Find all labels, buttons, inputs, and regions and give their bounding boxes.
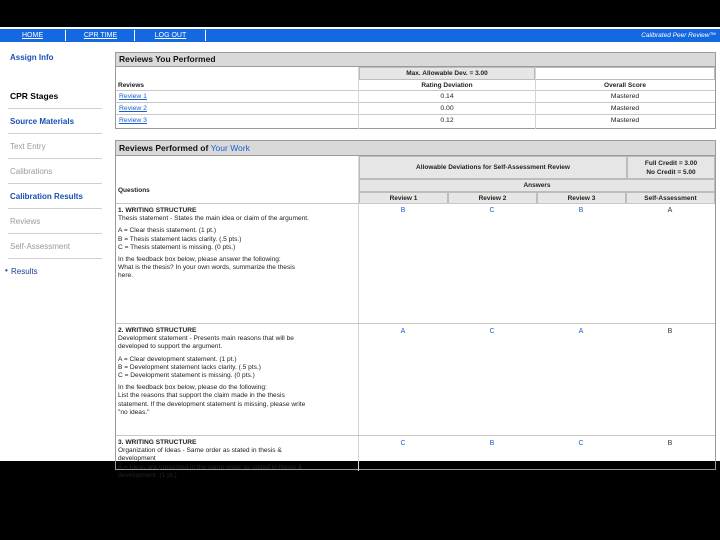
- review-1-score: Mastered: [610, 93, 640, 100]
- reviews-performed-title: Reviews You Performed: [116, 53, 715, 67]
- top-nav: [0, 29, 720, 42]
- q1-line: here.: [118, 272, 134, 280]
- q1-line: A = Clear thesis statement. (1 pt.): [118, 227, 217, 235]
- row-divider: [116, 102, 715, 103]
- results-bullet: •: [5, 266, 8, 275]
- sidebar-stages-heading: CPR Stages: [10, 91, 59, 101]
- reviews-of-work-title: [116, 141, 715, 156]
- reviews-performed-panel: [115, 52, 716, 129]
- sidebar-item-text-entry: Text Entry: [10, 142, 46, 151]
- col-rating-deviation: Rating Deviation: [421, 82, 473, 89]
- sidebar-item-source-materials[interactable]: Source Materials: [10, 117, 75, 126]
- review-2-score: Mastered: [610, 105, 640, 112]
- nav-cpr-time[interactable]: CPR TIME: [67, 30, 135, 41]
- q1-line: Thesis statement - States the main idea or claim of the argument.: [118, 215, 309, 223]
- col-divider: [535, 67, 536, 129]
- nav-brand: Calibrated Peer Review™: [641, 32, 716, 39]
- sidebar-divider: [8, 133, 102, 134]
- q2-review-2-answer[interactable]: C: [489, 328, 495, 335]
- col-review-2: Review 2: [448, 192, 537, 204]
- sidebar-item-calibrations: Calibrations: [10, 167, 53, 176]
- q2-review-3-answer[interactable]: A: [578, 328, 584, 335]
- sidebar-divider: [8, 108, 102, 109]
- question-2: [118, 327, 356, 417]
- review-3-score: Mastered: [610, 117, 640, 124]
- max-dev-header: Max. Allowable Dev. = 3.00: [359, 67, 535, 80]
- q2-line: "no ideas.": [118, 408, 150, 416]
- col-divider: [358, 67, 359, 129]
- sidebar-item-calibration-results[interactable]: Calibration Results: [10, 192, 83, 201]
- review-2-deviation: 0.00: [440, 105, 454, 112]
- q1-line: What is the thesis? In your own words, summarize the thesis: [118, 264, 296, 272]
- page: [0, 27, 720, 479]
- q3-line: A = Ideas are presented in the same order as stated in thesis &: [118, 463, 303, 471]
- col-reviews: Reviews: [118, 82, 145, 89]
- row-divider: [116, 435, 715, 436]
- q3-line: development. (1 pt.): [118, 471, 177, 479]
- reviews-of-work-panel: [115, 140, 716, 479]
- sidebar-item-reviews: Reviews: [10, 217, 41, 226]
- q3-review-2-answer[interactable]: B: [489, 440, 495, 447]
- sidebar-item-self-assessment: Self-Assessment: [10, 242, 71, 251]
- q3-review-1-answer[interactable]: C: [400, 440, 406, 447]
- sidebar-item-results[interactable]: Results: [11, 267, 38, 276]
- sidebar-divider: [8, 158, 102, 159]
- q1-line: 1. WRITING STRUCTURE: [118, 207, 197, 214]
- q2-line: B = Development statement lacks clarity. (.5 pts.): [118, 363, 261, 371]
- q2-line: Development statement - Presents main reasons that will be: [118, 335, 294, 343]
- q2-line: List the reasons that support the claim made in the thesis: [118, 392, 285, 400]
- review-3-link[interactable]: Review 3: [119, 117, 147, 124]
- answers-header: Answers: [359, 179, 715, 192]
- row-divider: [116, 90, 715, 91]
- row-divider: [116, 114, 715, 115]
- q2-line: developed to support the argument.: [118, 343, 223, 351]
- q1-review-1-answer[interactable]: B: [400, 207, 406, 214]
- q2-review-1-answer[interactable]: A: [400, 328, 406, 335]
- header-spacer: [535, 67, 715, 80]
- q1-review-2-answer[interactable]: C: [489, 207, 495, 214]
- full-credit: Full Credit = 3.00: [644, 160, 698, 167]
- nav-home[interactable]: HOME: [0, 30, 66, 41]
- col-divider: [358, 156, 359, 471]
- q3-line: Organization of Ideas - Same order as stated in thesis &: [118, 447, 282, 455]
- q2-line: 2. WRITING STRUCTURE: [118, 327, 197, 334]
- q3-line: development: [118, 455, 156, 463]
- q3-review-3-answer[interactable]: C: [578, 440, 584, 447]
- sidebar-divider: [8, 208, 102, 209]
- q1-line: C = Thesis statement is missing. (0 pts.): [118, 243, 236, 251]
- col-self-assessment: Self-Assessment: [626, 192, 715, 204]
- q2-line: A = Clear development statement. (1 pt.): [118, 355, 237, 363]
- no-credit: No Credit = 5.00: [646, 169, 696, 176]
- q2-self-answer: B: [667, 328, 673, 335]
- reviews-of-work-title-prefix: Reviews Performed of: [119, 143, 209, 153]
- sidebar-item-assign-info[interactable]: Assign Info: [10, 53, 54, 62]
- q3-line: 3. WRITING STRUCTURE: [118, 439, 197, 446]
- review-2-link[interactable]: Review 2: [119, 105, 147, 112]
- col-review-3: Review 3: [537, 192, 626, 204]
- your-work-link[interactable]: Your Work: [210, 143, 250, 153]
- q2-line: C = Development statement is missing. (0 pts.): [118, 372, 255, 380]
- q3-self-answer: B: [667, 440, 673, 447]
- sidebar-divider: [8, 183, 102, 184]
- credit-header: [627, 156, 715, 179]
- row-divider: [116, 203, 715, 204]
- allowable-deviations-header: Allowable Deviations for Self-Assessment Review: [359, 156, 627, 179]
- row-divider: [116, 323, 715, 324]
- sidebar-divider: [8, 233, 102, 234]
- sidebar-divider: [8, 258, 102, 259]
- review-3-deviation: 0.12: [440, 117, 454, 124]
- nav-logout[interactable]: LOG OUT: [136, 30, 206, 41]
- q1-line: In the feedback box below, please answer the following:: [118, 256, 281, 264]
- review-1-link[interactable]: Review 1: [119, 93, 147, 100]
- q2-line: statement. If the development statement is missing, please write: [118, 400, 306, 408]
- question-3: [118, 439, 356, 480]
- col-overall-score: Overall Score: [604, 82, 646, 89]
- q1-self-answer: A: [667, 207, 673, 214]
- review-1-deviation: 0.14: [440, 93, 454, 100]
- col-review-1: Review 1: [359, 192, 448, 204]
- q2-line: In the feedback box below, please do the following:: [118, 384, 267, 392]
- col-questions: Questions: [118, 187, 150, 194]
- question-1: [118, 207, 356, 281]
- q1-line: B = Thesis statement lacks clarity. (.5 pts.): [118, 235, 242, 243]
- q1-review-3-answer[interactable]: B: [578, 207, 584, 214]
